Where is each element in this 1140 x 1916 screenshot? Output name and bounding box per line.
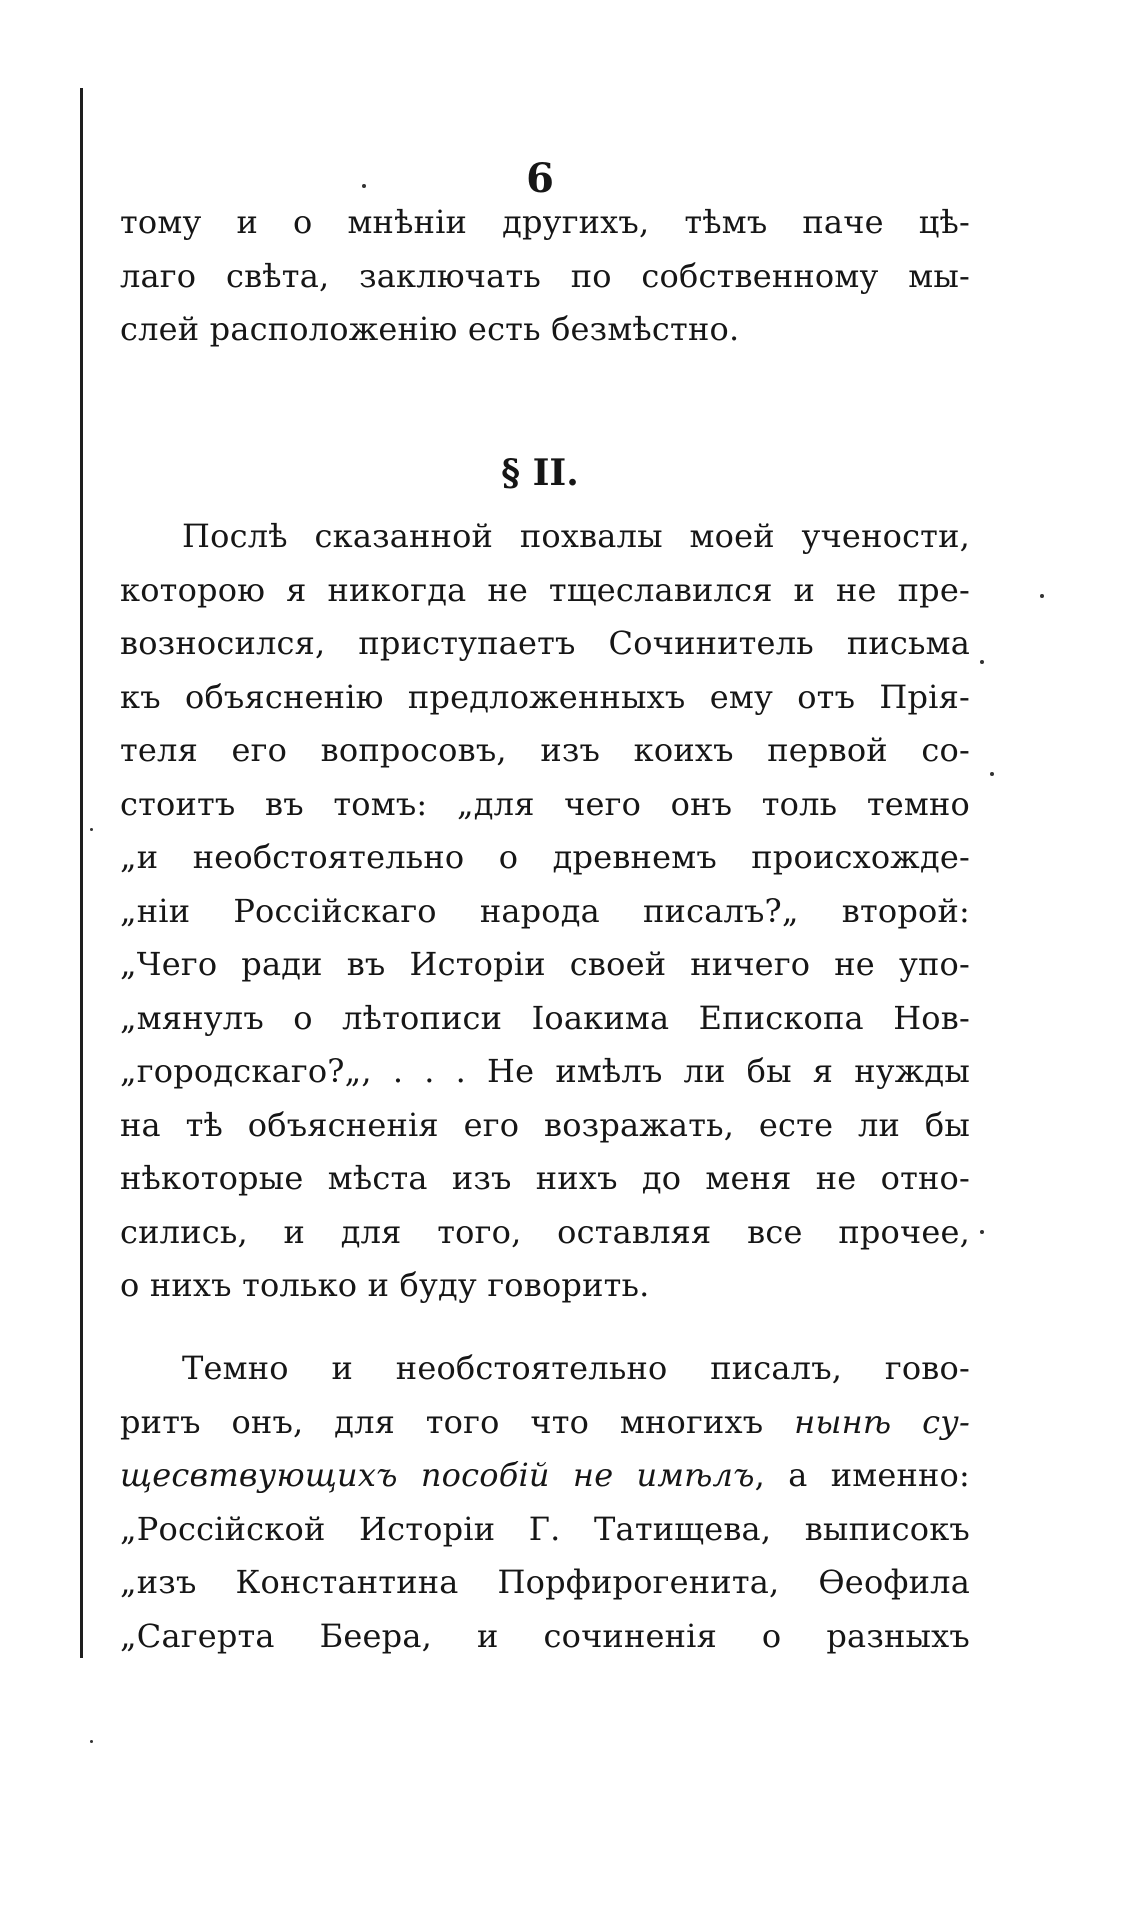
page-number: 6	[526, 155, 554, 202]
print-speck	[990, 772, 994, 776]
margin-rule	[80, 88, 83, 1658]
text-line: которою я никогда не тщеславился и не пре-	[120, 570, 970, 609]
paragraph-next	[120, 1342, 970, 1663]
print-speck	[362, 184, 366, 188]
italic-text: нынѣ су-	[794, 1402, 970, 1441]
section-heading: § II.	[501, 452, 579, 494]
text-line: „изъ Константина Порфирогенита, Ѳеофила	[120, 1563, 970, 1601]
text-line: Темно и необстоятельно писалъ, гово-	[182, 1349, 970, 1387]
paragraph-section-2	[120, 510, 970, 1313]
text-line: на тѣ объясненія его возражать, есте ли бы	[120, 1105, 970, 1144]
text-line: „Россійской Исторіи Г. Татищева, выписокъ	[120, 1509, 970, 1548]
text-line: стоитъ въ томъ: „для чего онъ толь темно	[120, 784, 970, 823]
text-line: лаго свѣта, заключать по собственному мы-	[120, 256, 970, 295]
print-speck	[90, 828, 93, 831]
text-line: о нихъ только и буду говорить.	[120, 1266, 650, 1304]
paragraph-continuation	[120, 196, 970, 357]
text-line: нѣкоторые мѣста изъ нихъ до меня не отно-	[120, 1159, 970, 1197]
text-line: слей расположенію есть безмѣстно.	[120, 310, 740, 348]
print-speck	[980, 660, 984, 664]
text-line: „Чего ради въ Исторіи своей ничего не упо-	[120, 945, 970, 983]
text-line: „мянулъ о лѣтописи Іоакима Епископа Нов-	[120, 998, 970, 1037]
text-line: „Сагерта Беера, и сочиненія о разныхъ	[120, 1616, 970, 1655]
text-line: возносился, приступаетъ Сочинитель письма	[120, 624, 970, 662]
text-line: Послѣ сказанной похвалы моей учености,	[182, 517, 970, 555]
text-line	[120, 1449, 970, 1503]
text-line: сились, и для того, оставляя все прочее,	[120, 1212, 970, 1251]
text-line: „и необстоятельно о древнемъ происхожде-	[120, 838, 970, 876]
text-line-part: ритъ онъ, для того что многихъ	[120, 1402, 764, 1441]
text-line	[120, 1396, 970, 1450]
text-line: теля его вопросовъ, изъ коихъ первой со-	[120, 731, 970, 769]
text-line: „городскаго?„, . . . Не имѣлъ ли бы я нужды	[120, 1052, 970, 1090]
print-speck	[1040, 594, 1044, 598]
text-line-part: , а именно:	[754, 1456, 970, 1494]
italic-text: щесвтвующихъ пособій не имѣлъ	[120, 1456, 755, 1494]
print-speck	[90, 1740, 93, 1743]
text-line: „ніи Россійскаго народа писалъ?„ второй:	[120, 891, 970, 930]
text-line: къ объясненію предложенныхъ ему отъ Прія-	[120, 677, 970, 716]
print-speck	[980, 1230, 984, 1234]
text-line: тому и о мнѣніи другихъ, тѣмъ паче цѣ-	[120, 203, 970, 241]
